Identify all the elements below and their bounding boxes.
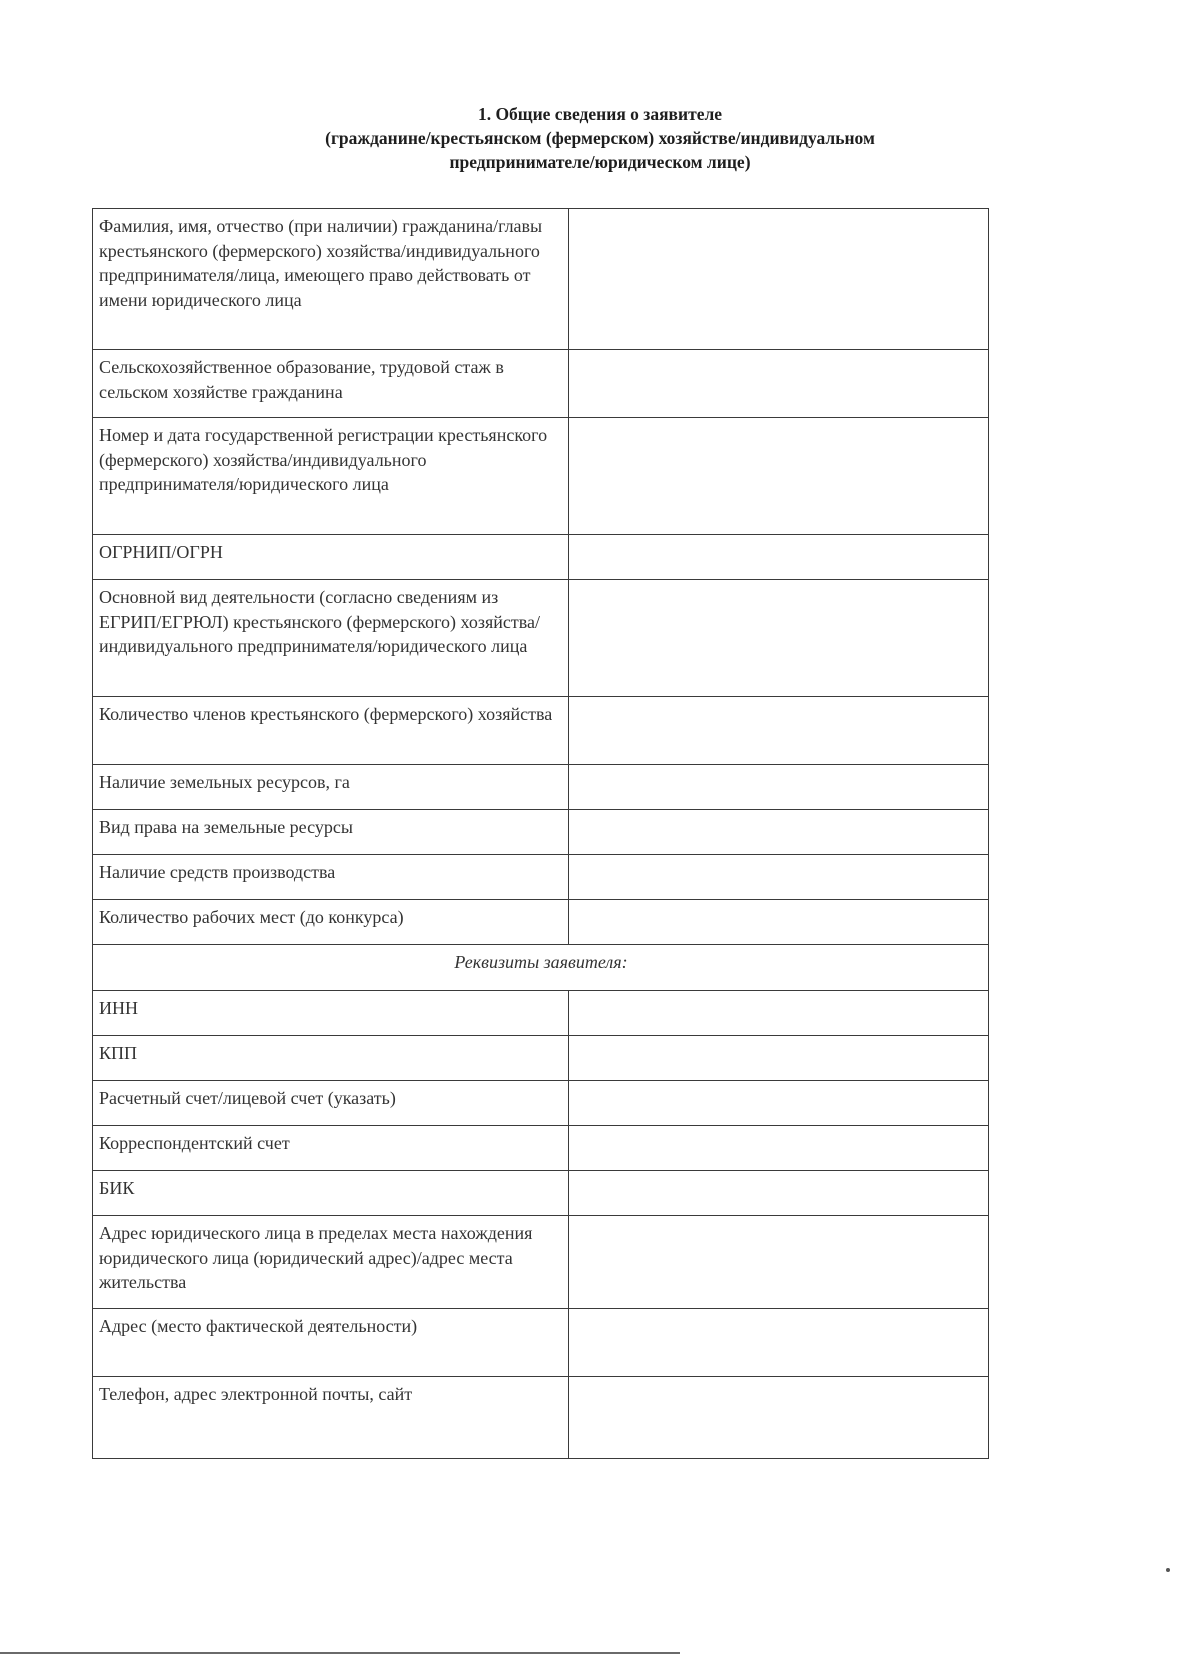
table-row bbox=[93, 765, 989, 810]
row-label-bik: БИК bbox=[93, 1171, 569, 1216]
table-row bbox=[93, 991, 989, 1036]
table-row bbox=[93, 535, 989, 580]
row-value-corr-account[interactable] bbox=[569, 1126, 989, 1171]
row-value-kpp[interactable] bbox=[569, 1036, 989, 1081]
row-label-members: Количество членов крестьянского (фермерского) хозяйства bbox=[93, 697, 569, 765]
table-row bbox=[93, 1126, 989, 1171]
table-row bbox=[93, 350, 989, 418]
table-row bbox=[93, 1216, 989, 1309]
row-value-jobs[interactable] bbox=[569, 900, 989, 945]
row-label-actual-address: Адрес (место фактической деятельности) bbox=[93, 1309, 569, 1377]
row-label-corr-account: Корреспондентский счет bbox=[93, 1126, 569, 1171]
row-value-land-right[interactable] bbox=[569, 810, 989, 855]
row-label-full-name: Фамилия, имя, отчество (при наличии) гражданина/главы крестьянского (фермерского) хозяйства/индивидуального предпринимателя/лица, имеющего право действовать от имени юридического лица bbox=[93, 209, 569, 350]
heading-line-2: (гражданине/крестьянском (фермерском) хозяйстве/индивидуальном bbox=[325, 128, 875, 148]
section-heading bbox=[0, 102, 1200, 174]
row-value-inn[interactable] bbox=[569, 991, 989, 1036]
table-row bbox=[93, 900, 989, 945]
table-row bbox=[93, 580, 989, 697]
row-label-land: Наличие земельных ресурсов, га bbox=[93, 765, 569, 810]
row-label-land-right: Вид права на земельные ресурсы bbox=[93, 810, 569, 855]
table-row bbox=[93, 1171, 989, 1216]
row-value-activity[interactable] bbox=[569, 580, 989, 697]
row-label-kpp: КПП bbox=[93, 1036, 569, 1081]
row-label-ogrn: ОГРНИП/ОГРН bbox=[93, 535, 569, 580]
table-row bbox=[93, 697, 989, 765]
row-value-registration[interactable] bbox=[569, 418, 989, 535]
row-value-land[interactable] bbox=[569, 765, 989, 810]
row-value-contacts[interactable] bbox=[569, 1377, 989, 1459]
table-row bbox=[93, 945, 989, 991]
row-label-means: Наличие средств производства bbox=[93, 855, 569, 900]
scan-artifact-dot bbox=[1166, 1568, 1170, 1572]
scan-artifact-line bbox=[0, 1652, 680, 1654]
table-row bbox=[93, 810, 989, 855]
row-value-legal-address[interactable] bbox=[569, 1216, 989, 1309]
table-row bbox=[93, 418, 989, 535]
heading-line-3: предпринимателе/юридическом лице) bbox=[449, 152, 751, 172]
table-row bbox=[93, 1036, 989, 1081]
table-row bbox=[93, 855, 989, 900]
requisites-header: Реквизиты заявителя: bbox=[93, 945, 989, 991]
table-row bbox=[93, 1081, 989, 1126]
table-row bbox=[93, 1377, 989, 1459]
row-label-activity: Основной вид деятельности (согласно сведениям из ЕГРИП/ЕГРЮЛ) крестьянского (фермерского) хозяйства/индивидуального предпринимателя/юридического лица bbox=[93, 580, 569, 697]
row-value-education[interactable] bbox=[569, 350, 989, 418]
row-value-means[interactable] bbox=[569, 855, 989, 900]
row-value-full-name[interactable] bbox=[569, 209, 989, 350]
row-value-bik[interactable] bbox=[569, 1171, 989, 1216]
row-value-account[interactable] bbox=[569, 1081, 989, 1126]
table-row bbox=[93, 209, 989, 350]
row-label-inn: ИНН bbox=[93, 991, 569, 1036]
row-label-education: Сельскохозяйственное образование, трудовой стаж в сельском хозяйстве гражданина bbox=[93, 350, 569, 418]
row-label-account: Расчетный счет/лицевой счет (указать) bbox=[93, 1081, 569, 1126]
row-label-registration: Номер и дата государственной регистрации крестьянского (фермерского) хозяйства/индивидуального предпринимателя/юридического лица bbox=[93, 418, 569, 535]
row-label-jobs: Количество рабочих мест (до конкурса) bbox=[93, 900, 569, 945]
row-label-contacts: Телефон, адрес электронной почты, сайт bbox=[93, 1377, 569, 1459]
row-value-members[interactable] bbox=[569, 697, 989, 765]
row-label-legal-address: Адрес юридического лица в пределах места нахождения юридического лица (юридический адрес)/адрес места жительства bbox=[93, 1216, 569, 1309]
table-row bbox=[93, 1309, 989, 1377]
applicant-info-table bbox=[92, 208, 989, 1459]
row-value-ogrn[interactable] bbox=[569, 535, 989, 580]
row-value-actual-address[interactable] bbox=[569, 1309, 989, 1377]
heading-line-1: 1. Общие сведения о заявителе bbox=[477, 104, 723, 124]
